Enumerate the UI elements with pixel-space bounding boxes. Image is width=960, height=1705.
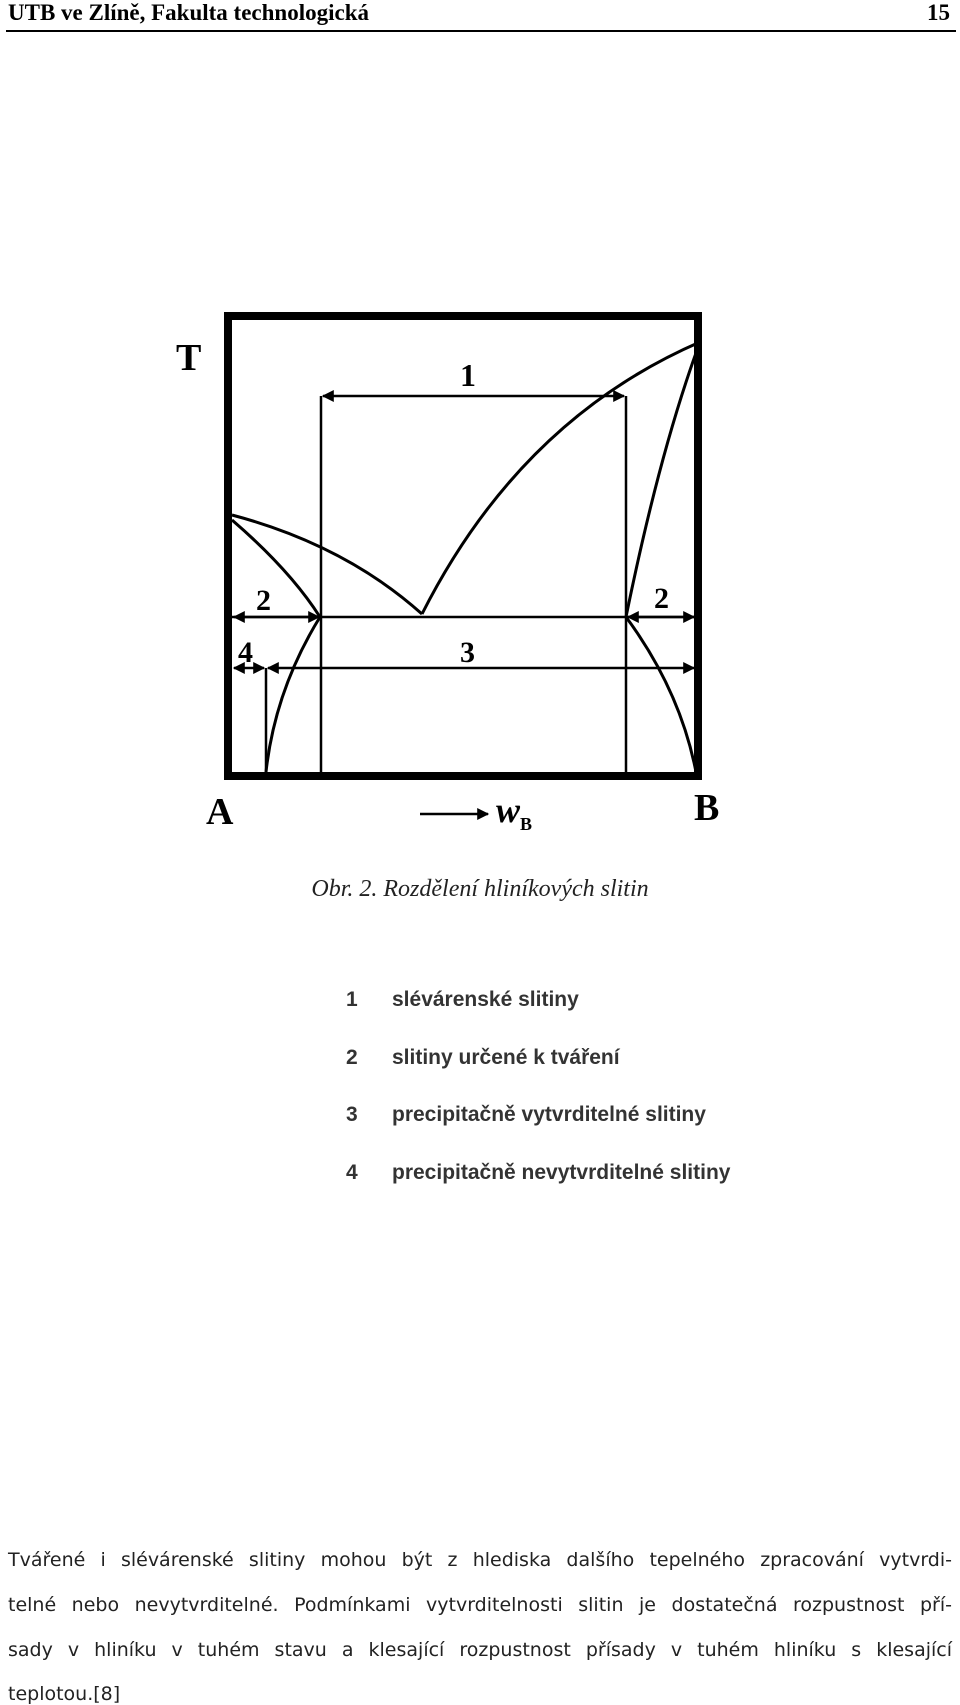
legend-number: 3	[346, 1103, 358, 1126]
legend-text: slitiny určené k tváření	[392, 1045, 620, 1069]
legend-item	[346, 1103, 730, 1161]
legend-item	[346, 1161, 730, 1219]
paragraph-line: sady v hliníku v tuhém stavu a klesající rozpustnost přísady v tuhém hliníku s klesající	[8, 1639, 952, 1661]
legend-text: precipitačně nevytvrditelné slitiny	[392, 1160, 731, 1184]
component-b-label: B	[694, 787, 720, 829]
page-number: 15	[927, 0, 950, 25]
legend-number: 2	[346, 1045, 358, 1069]
solvus-left-curve	[266, 617, 320, 772]
paragraph-line: teplotou.[8]	[8, 1683, 121, 1705]
region-1-label: 1	[460, 357, 476, 393]
x-axis-symbol: w	[496, 790, 521, 830]
x-axis-subscript: B	[520, 814, 533, 834]
legend-text: slévárenské slitiny	[392, 988, 579, 1011]
solidus-left-curve	[232, 520, 320, 617]
solidus-right-curve	[626, 342, 700, 617]
figure-caption: Obr. 2. Rozdělení hliníkových slitin	[311, 876, 649, 902]
x-axis-label	[496, 790, 532, 834]
region-2-right-label: 2	[654, 582, 669, 615]
region-3-label: 3	[460, 636, 475, 669]
component-a-label: A	[206, 791, 234, 833]
paragraph-line: Tvářené i slévárenské slitiny mohou být z hlediska dalšího tepelného zpracování vytvrdi-	[8, 1549, 952, 1571]
region-4-label: 4	[238, 636, 253, 669]
paragraph-line: telné nebo nevytvrditelné. Podmínkami vytvrditelnosti slitin je dostatečná rozpustnost pří-	[8, 1594, 952, 1616]
t-axis-label: T	[176, 337, 202, 379]
region-2-left-label: 2	[256, 584, 271, 617]
legend-text: precipitačně vytvrditelné slitiny	[392, 1103, 706, 1126]
legend-item	[346, 988, 730, 1046]
legend-list	[346, 988, 730, 1218]
legend-item	[346, 1046, 730, 1104]
legend-number: 4	[346, 1160, 358, 1184]
legend-number: 1	[346, 988, 358, 1011]
solvus-right-curve	[626, 617, 696, 772]
header-title: UTB ve Zlíně, Fakulta technologická	[8, 0, 369, 25]
